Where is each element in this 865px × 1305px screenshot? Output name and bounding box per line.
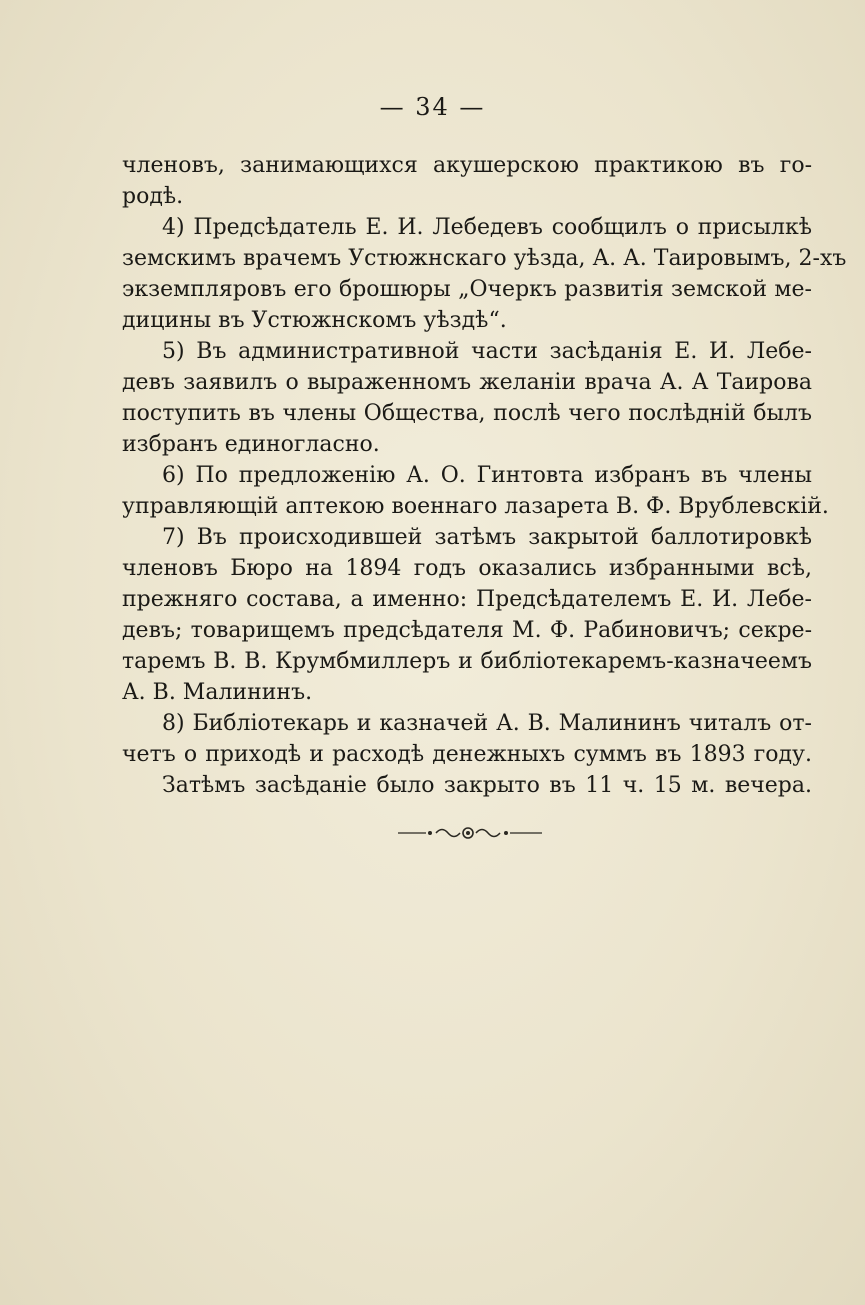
text-line: девъ; товарищемъ предсѣдателя М. Ф. Рабиновичъ; секре- <box>122 618 812 643</box>
decorative-ornament <box>396 823 546 843</box>
text-line: 8) Библіотекарь и казначей А. В. Малининъ читалъ от- <box>162 711 812 736</box>
text-line: членовъ, занимающихся акушерскою практикою въ го- <box>122 153 812 178</box>
text-line: 6) По предложенію А. О. Гинтовта избранъ въ члены <box>162 463 812 488</box>
text-line: 4) Предсѣдатель Е. И. Лебедевъ сообщилъ о присылкѣ <box>162 215 812 240</box>
page-number: — 34 — <box>379 93 486 121</box>
text-line: управляющій аптекою военнаго лазарета В. Ф. Врублевскій. <box>122 494 829 519</box>
text-line: дицины въ Устюжнскомъ уѣздѣ“. <box>122 308 507 333</box>
text-line: Затѣмъ засѣданіе было закрыто въ 11 ч. 15 м. вечера. <box>162 773 812 798</box>
text-line: таремъ В. В. Крумбмиллеръ и библіотекаремъ-казначеемъ <box>122 649 812 674</box>
text-line: 7) Въ происходившей затѣмъ закрытой баллотировкѣ <box>162 525 812 550</box>
text-line: 5) Въ административной части засѣданія Е. И. Лебе- <box>162 339 812 364</box>
text-line: избранъ единогласно. <box>122 432 380 457</box>
text-line: четъ о приходѣ и расходѣ денежныхъ суммъ въ 1893 году. <box>122 742 812 767</box>
text-line: А. В. Малининъ. <box>122 680 313 705</box>
text-line: земскимъ врачемъ Устюжнскаго уѣзда, А. А. Таировымъ, 2-хъ <box>122 246 847 271</box>
text-line: членовъ Бюро на 1894 годъ оказались избранными всѣ, <box>122 556 812 581</box>
text-line: поступить въ члены Общества, послѣ чего послѣдній былъ <box>122 401 812 426</box>
text-line: девъ заявилъ о выраженномъ желаніи врача А. А Таирова <box>122 370 812 395</box>
text-line: экземпляровъ его брошюры „Очеркъ развитія земской ме- <box>122 277 812 302</box>
text-line: прежняго состава, а именно: Предсѣдателемъ Е. И. Лебе- <box>122 587 812 612</box>
body-text <box>122 150 847 801</box>
text-line: родѣ. <box>122 184 184 209</box>
